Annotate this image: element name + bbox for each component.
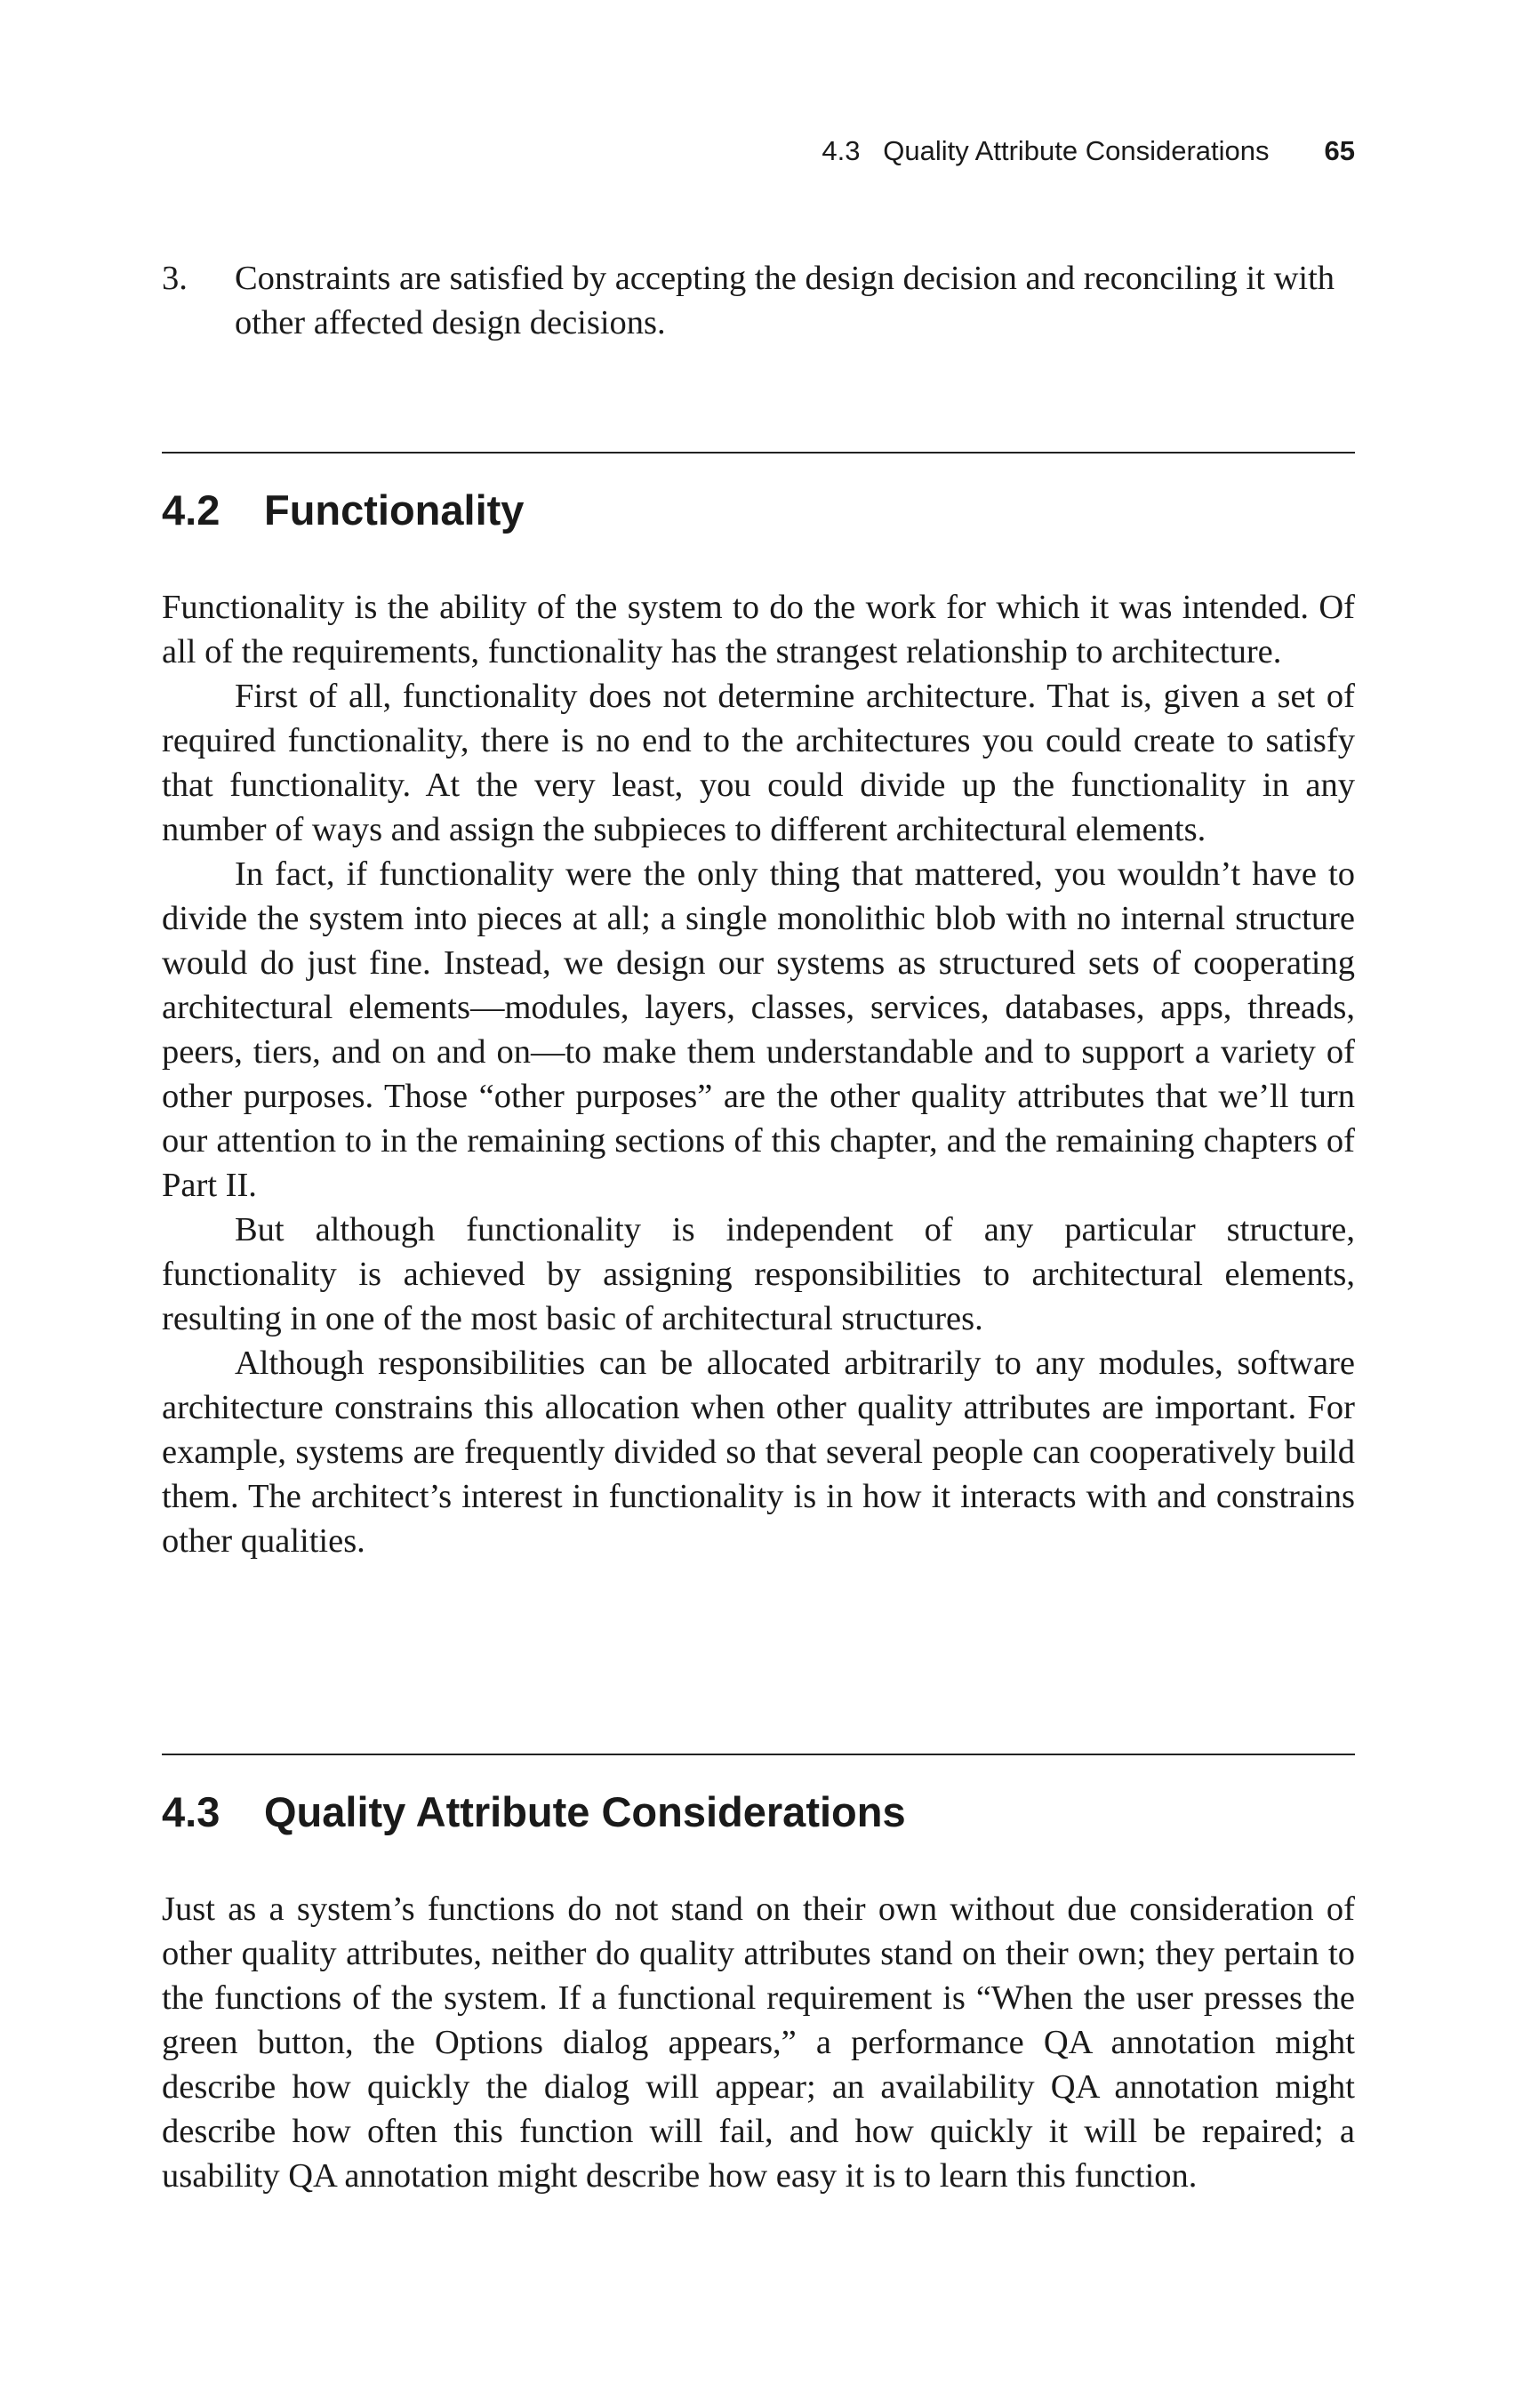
paragraph: Functionality is the ability of the system to do the work for which it was intended. Of all of the requirements, functionality has the strangest relationship to architecture. [162, 589, 1355, 670]
section-number: 4.2 [162, 486, 220, 534]
section-title: Quality Attribute Considerations [264, 1788, 906, 1835]
list-item-number: 3. [162, 260, 188, 297]
paragraph: First of all, functionality does not determine architecture. That is, given a set of required functionality, there is no end to the architectures you could create to satisfy that functionality. At the very least, you could divide up the functionality in any number of ways and assign the subpieces to different architectural elements. [162, 678, 1355, 848]
section-divider-rule [162, 1754, 1355, 1755]
numbered-list-item [162, 256, 1355, 345]
section-heading-functionality [162, 484, 524, 537]
paragraph: Although responsibilities can be allocated arbitrarily to any modules, software architecture constrains this allocation when other quality attributes are important. For example, systems are frequently divided so that several people can cooperatively build them. The architect’s interest in functionality is in how it interacts with and constrains other qualities. [162, 1344, 1355, 1560]
paragraph: But although functionality is independent of any particular structure, functionality is achieved by assigning responsibilities to architectural elements, resulting in one of the most basic of architectural structures. [162, 1211, 1355, 1337]
list-item-text: Constraints are satisfied by accepting the design decision and reconciling it with other affected design decisions. [235, 260, 1335, 341]
section-body-functionality [162, 585, 1355, 1563]
page-number: 65 [1324, 135, 1355, 166]
section-number: 4.3 [162, 1788, 220, 1835]
section-body-quality-attribute-considerations [162, 1887, 1355, 2198]
paragraph: In fact, if functionality were the only thing that mattered, you wouldn’t have to divide the system into pieces at all; a single monolithic blob with no internal structure would do just fine. Instead, we design our systems as structured sets of cooperating architectural elements—modules, layers, classes, services, databases, apps, threads, peers, tiers, and on and on—to make them understandable and to support a variety of other purposes. Those “other purposes” are the other quality attributes that we’ll turn our attention to in the remaining sections of this chapter, and the remaining chapters of Part II. [162, 855, 1355, 1204]
section-heading-quality-attribute-considerations [162, 1786, 906, 1839]
running-head-title: 4.3 Quality Attribute Considerations [822, 135, 1270, 166]
running-head [162, 133, 1355, 169]
section-divider-rule [162, 452, 1355, 454]
paragraph: Just as a system’s functions do not stand on their own without due consideration of other quality attributes, neither do quality attributes stand on their own; they pertain to the functions of the system. If a functional requirement is “When the user presses the green button, the Options dialog appears,” a performance QA annotation might describe how quickly the dialog will appear; an availability QA annotation might describe how often this function will fail, and how quickly it will be repaired; a usability QA annotation might describe how easy it is to learn this function. [162, 1890, 1355, 2195]
section-title: Functionality [264, 486, 525, 534]
